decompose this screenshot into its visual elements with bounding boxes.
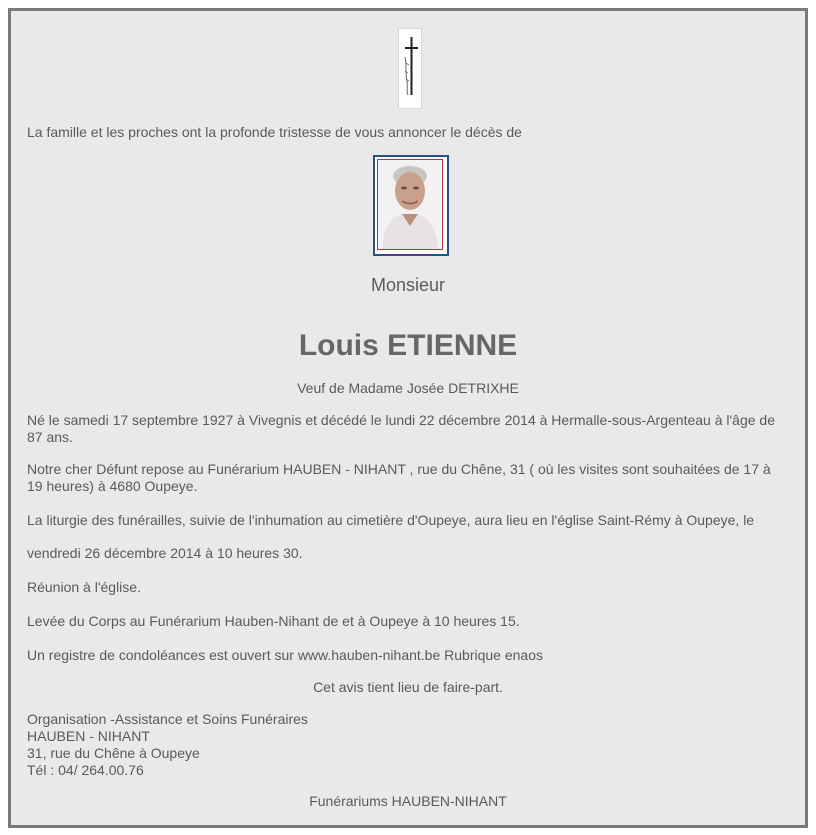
birth-death-paragraph: Né le samedi 17 septembre 1927 à Vivegnis et décédé le lundi 22 décembre 2014 à Hermalle-sous-Argenteau à l'âge de 87 ans. [27,412,775,445]
obituary-card [8,8,808,828]
portrait-frame [373,155,449,256]
organisation-line-1: Organisation -Assistance et Soins Funéraires [27,711,308,727]
funeral-date: vendredi 26 décembre 2014 à 10 heures 30. [27,545,303,561]
intro-text: La famille et les proches ont la profonde tristesse de vous annoncer le décès de [27,124,522,140]
widower-line: Veuf de Madame Josée DETRIXHE [297,380,519,396]
levee-line: Levée du Corps au Funérarium Hauben-Nihant de et à Oupeye à 10 heures 15. [27,613,520,629]
organisation-line-2: HAUBEN - NIHANT [27,728,150,744]
meeting-line: Réunion à l'église. [27,579,141,595]
condolence-registry-line: Un registre de condoléances est ouvert sur www.hauben-nihant.be Rubrique enaos [27,647,543,663]
notice-line: Cet avis tient lieu de faire-part. [313,679,503,695]
honorific: Monsieur [370,275,446,295]
footer-signature: Funérariums HAUBEN-NIHANT [309,793,507,809]
portrait-photo [377,159,443,250]
resting-place-paragraph: Notre cher Défunt repose au Funérarium HAUBEN - NIHANT , rue du Chêne, 31 ( où les visites sont souhaitées de 17 à 19 heures) à 4680 Oupeye. [27,461,771,494]
organisation-line-3: 31, rue du Chêne à Oupeye [27,745,200,761]
liturgy-paragraph: La liturgie des funérailles, suivie de l'inhumation au cimetière d'Oupeye, aura lieu en l'église Saint-Rémy à Oupeye, le [27,512,755,528]
organisation-block [27,711,789,779]
deceased-name: Louis ETIENNE [298,329,518,362]
cross-icon [399,29,421,108]
cross-emblem [398,28,422,109]
organisation-phone: Tél : 04/ 264.00.76 [27,762,144,778]
